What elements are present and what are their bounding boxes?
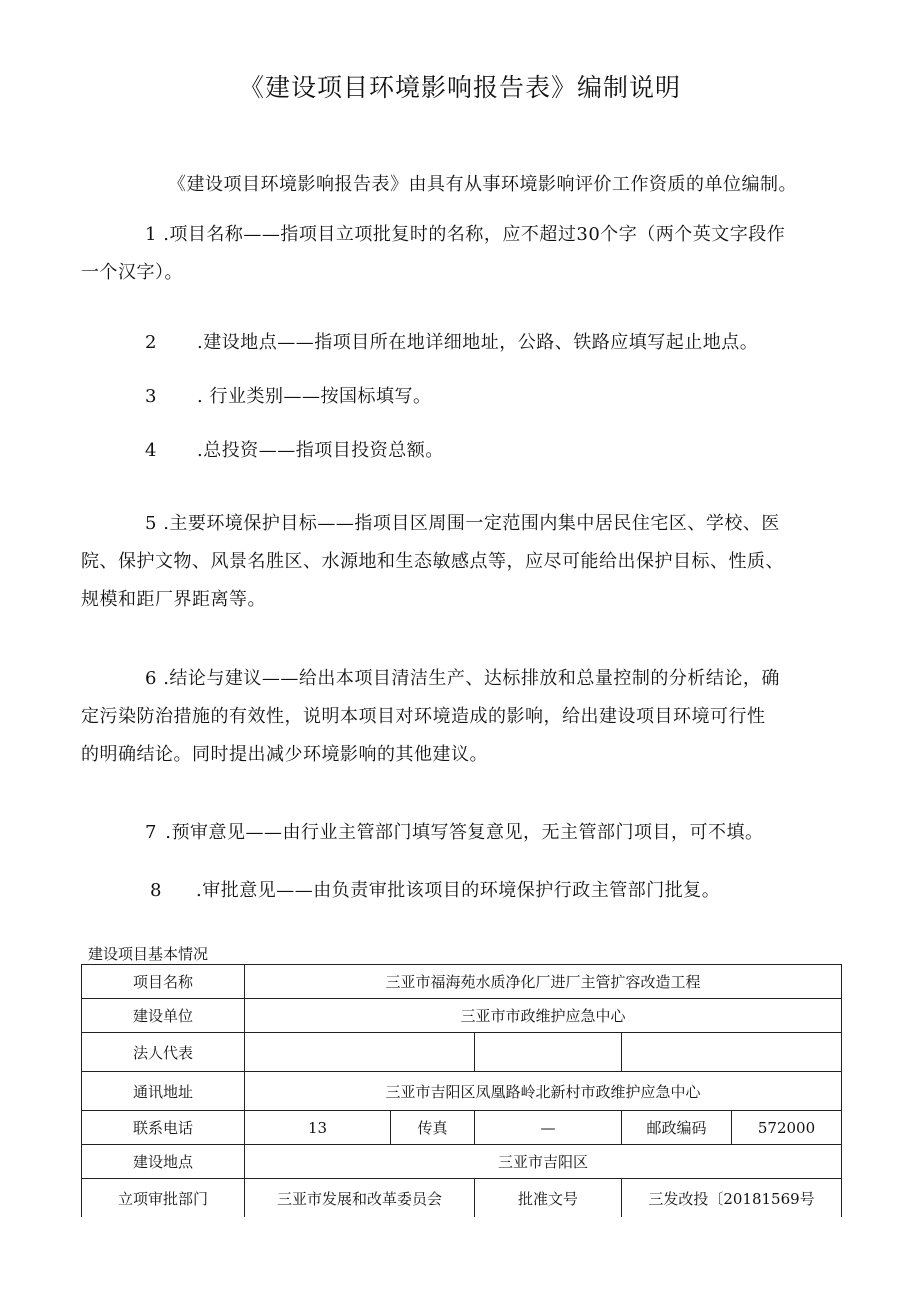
item-6-text: .结论与建议——给出本项目清洁生产、达标排放和总量控制的分析结论，确 [163,668,780,689]
site-label: 建设地点 [82,1145,245,1179]
phone-value: 13 [245,1111,391,1145]
table-caption: 建设项目基本情况 [88,945,209,963]
table-row-unit [82,999,842,1033]
item-7-text: .预审意见——由行业主管部门填写答复意见，无主管部门项目，可不填。 [165,822,764,843]
address-value: 三亚市吉阳区凤凰路岭北新村市政维护应急中心 [245,1072,842,1111]
approval-dept-label: 立项审批部门 [82,1179,245,1218]
approval-no-label: 批准文号 [475,1179,622,1218]
project-name-value: 三亚市福海苑水质净化厂进厂主管扩容改造工程 [245,965,842,999]
item-6 [81,660,841,774]
item-7-number: 7 [145,822,157,843]
legal-blank-2 [622,1033,842,1072]
item-8-number: 8 [150,880,162,901]
item-6-number: 6 [145,668,157,689]
table-row-legal [82,1033,842,1072]
item-5-number: 5 [145,513,157,534]
table-row-site [82,1145,842,1179]
site-value: 三亚市吉阳区 [245,1145,842,1179]
item-8 [150,872,884,910]
item-5-continuation-2: 规模和距厂界距离等。 [81,589,266,610]
table-row-project-name [82,965,842,999]
item-1 [81,216,841,292]
item-6-continuation: 定污染防治措施的有效性，说明本项目对环境造成的影响，给出建设项目环境可行性 [81,706,766,727]
postcode-value: 572000 [732,1111,842,1145]
item-5 [81,505,841,619]
item-2-text: .建设地点——指项目所在地详细地址，公路、铁路应填写起止地点。 [197,332,759,353]
address-label: 通讯地址 [82,1072,245,1111]
fax-value: — [475,1111,622,1145]
item-7 [145,814,879,852]
item-5-continuation: 院、保护文物、风景名胜区、水源地和生态敏感点等，应尽可能给出保护目标、性质、 [81,551,784,572]
table-row-contact [82,1111,842,1145]
approval-no-value: 三发改投〔20181569号 [622,1179,842,1218]
unit-label: 建设单位 [82,999,245,1033]
table-row-approval [82,1179,842,1218]
item-5-text: .主要环境保护目标——指项目区周围一定范围内集中居民住宅区、学校、医 [163,513,780,534]
item-1-continuation: 一个汉字）。 [81,262,183,283]
item-2 [145,324,879,362]
item-6-continuation-2: 的明确结论。同时提出减少环境影响的其他建议。 [81,744,488,765]
project-name-label: 项目名称 [82,965,245,999]
item-1-text: .项目名称——指项目立项批复时的名称，应不超过30个字（两个英文字段作 [163,224,786,245]
unit-value: 三亚市市政维护应急中心 [245,999,842,1033]
item-4 [145,432,879,470]
fax-label: 传真 [391,1111,475,1145]
legal-blank-1 [475,1033,622,1072]
project-info-table [81,964,842,1217]
item-3-number: 3 [145,386,157,407]
intro-paragraph: 《建设项目环境影响报告表》由具有从事环境影响评价工作资质的单位编制。 [168,174,797,195]
item-1-number: 1 [145,224,157,245]
item-3 [145,378,879,416]
item-8-text: .审批意见——由负责审批该项目的环境保护行政主管部门批复。 [196,880,721,901]
legal-value [245,1033,475,1072]
approval-dept-value: 三亚市发展和改革委员会 [245,1179,475,1218]
item-4-number: 4 [145,440,157,461]
item-4-text: .总投资——指项目投资总额。 [197,440,444,461]
phone-label: 联系电话 [82,1111,245,1145]
document-title: 《建设项目环境影响报告表》编制说明 [238,73,681,102]
postcode-label: 邮政编码 [622,1111,732,1145]
legal-label: 法人代表 [82,1033,245,1072]
item-3-text: . 行业类别——按国标填写。 [197,386,432,407]
item-2-number: 2 [145,332,157,353]
table-row-address [82,1072,842,1111]
